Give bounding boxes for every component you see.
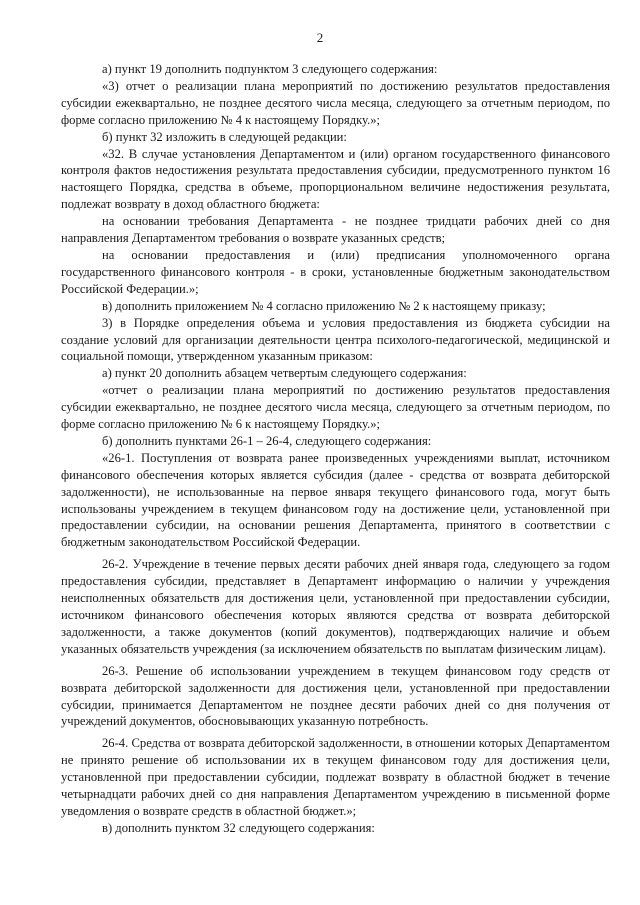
paragraph: в) дополнить пунктом 32 следующего содержания: — [102, 820, 375, 835]
paragraph: 26-3. Решение об использовании учреждением в текущем финансовом году средств от возврата дебиторской задолженности для достижения цели, установленной при предоставлении субсидии, принимается Департаментом не позднее десяти рабочих дней со дня получения от учреждений документов, обосновывающих указанную потребность. — [61, 663, 610, 729]
paragraph: б) дополнить пунктами 26-1 – 26-4, следующего содержания: — [102, 433, 432, 448]
paragraph: «26-1. Поступления от возврата ранее произведенных учреждениями выплат, источником финансового обеспечения которых является субсидия (далее - средства от возврата дебиторской задолженности), не использованные на первое января текущего финансового года, могут быть использованы учреждением в текущем финансовом году на достижение цели, установленной при предоставлении субсидии, на основании решения Департамента, принятого в соответствии с бюджетным законодательством Российской Федерации. — [61, 450, 610, 550]
page-number: 2 — [316, 30, 324, 45]
paragraph: «32. В случае установления Департаментом и (или) органом государственного финансового контроля фактов недостижения результата предоставления субсидии, предусмотренного пунктом 16 настоящего Порядка, средства в объеме, пропорциональном величине недостижения результата, подлежат возврату в доход областного бюджета: — [61, 146, 610, 212]
paragraph: а) пункт 20 дополнить абзацем четвертым следующего содержания: — [102, 366, 467, 381]
paragraph: 26-4. Средства от возврата дебиторской задолженности, в отношении которых Департаментом не принято решение об использовании их в текущем финансовом году для достижения цели, установленной при предоставлении субсидии, подлежат возврату в областной бюджет в течение четырнадцати рабочих дней со дня направления Департаментом учреждению в письменной форме уведомления о возврате средств в областной бюджет.»; — [61, 736, 610, 818]
paragraph: 26-2. Учреждение в течение первых десяти рабочих дней января года, следующего за годом предоставления субсидии, представляет в Департамент информацию о наличии у учреждения неисполненных обязательств для достижения цели, установленной при предоставлении субсидии, источником финансового обеспечения которых являются средства от возврата дебиторской задолженности, а также документов (копий документов), подтверждающих наличие и объем указанных обязательств учреждения (за исключением обязательств по выплатам физическим лицам). — [61, 557, 610, 656]
document-body — [61, 61, 610, 837]
paragraph: «отчет о реализации плана мероприятий по достижению результатов предоставления субсидии ежеквартально, не позднее десятого числа месяца, следующего за отчетным периодом, по форме согласно приложению № 6 к настоящему Порядку.»; — [61, 383, 610, 432]
paragraph: в) дополнить приложением № 4 согласно приложению № 2 к настоящему приказу; — [102, 298, 546, 313]
paragraph: б) пункт 32 изложить в следующей редакции: — [102, 129, 347, 144]
paragraph: на основании требования Департамента - не позднее тридцати рабочих дней со дня направления Департаментом требования о возврате указанных средств; — [61, 214, 610, 246]
paragraph: а) пункт 19 дополнить подпунктом 3 следующего содержания: — [102, 62, 438, 76]
paragraph: на основании предоставления и (или) предписания уполномоченного органа государственного финансового контроля - в сроки, установленные бюджетным законодательством Российской Федерации.»; — [61, 247, 610, 296]
paragraph: 3) в Порядке определения объема и условия предоставления из бюджета субсидии на создание условий для организации деятельности центра психолого-педагогической, медицинской и социальной помощи, утвержденном указанным приказом: — [61, 315, 610, 364]
paragraph: «3) отчет о реализации плана мероприятий по достижению результатов предоставления субсидии ежеквартально, не позднее десятого числа месяца, следующего за отчетным периодом, по форме согласно приложению № 4 к настоящему Порядку.»; — [61, 78, 610, 127]
